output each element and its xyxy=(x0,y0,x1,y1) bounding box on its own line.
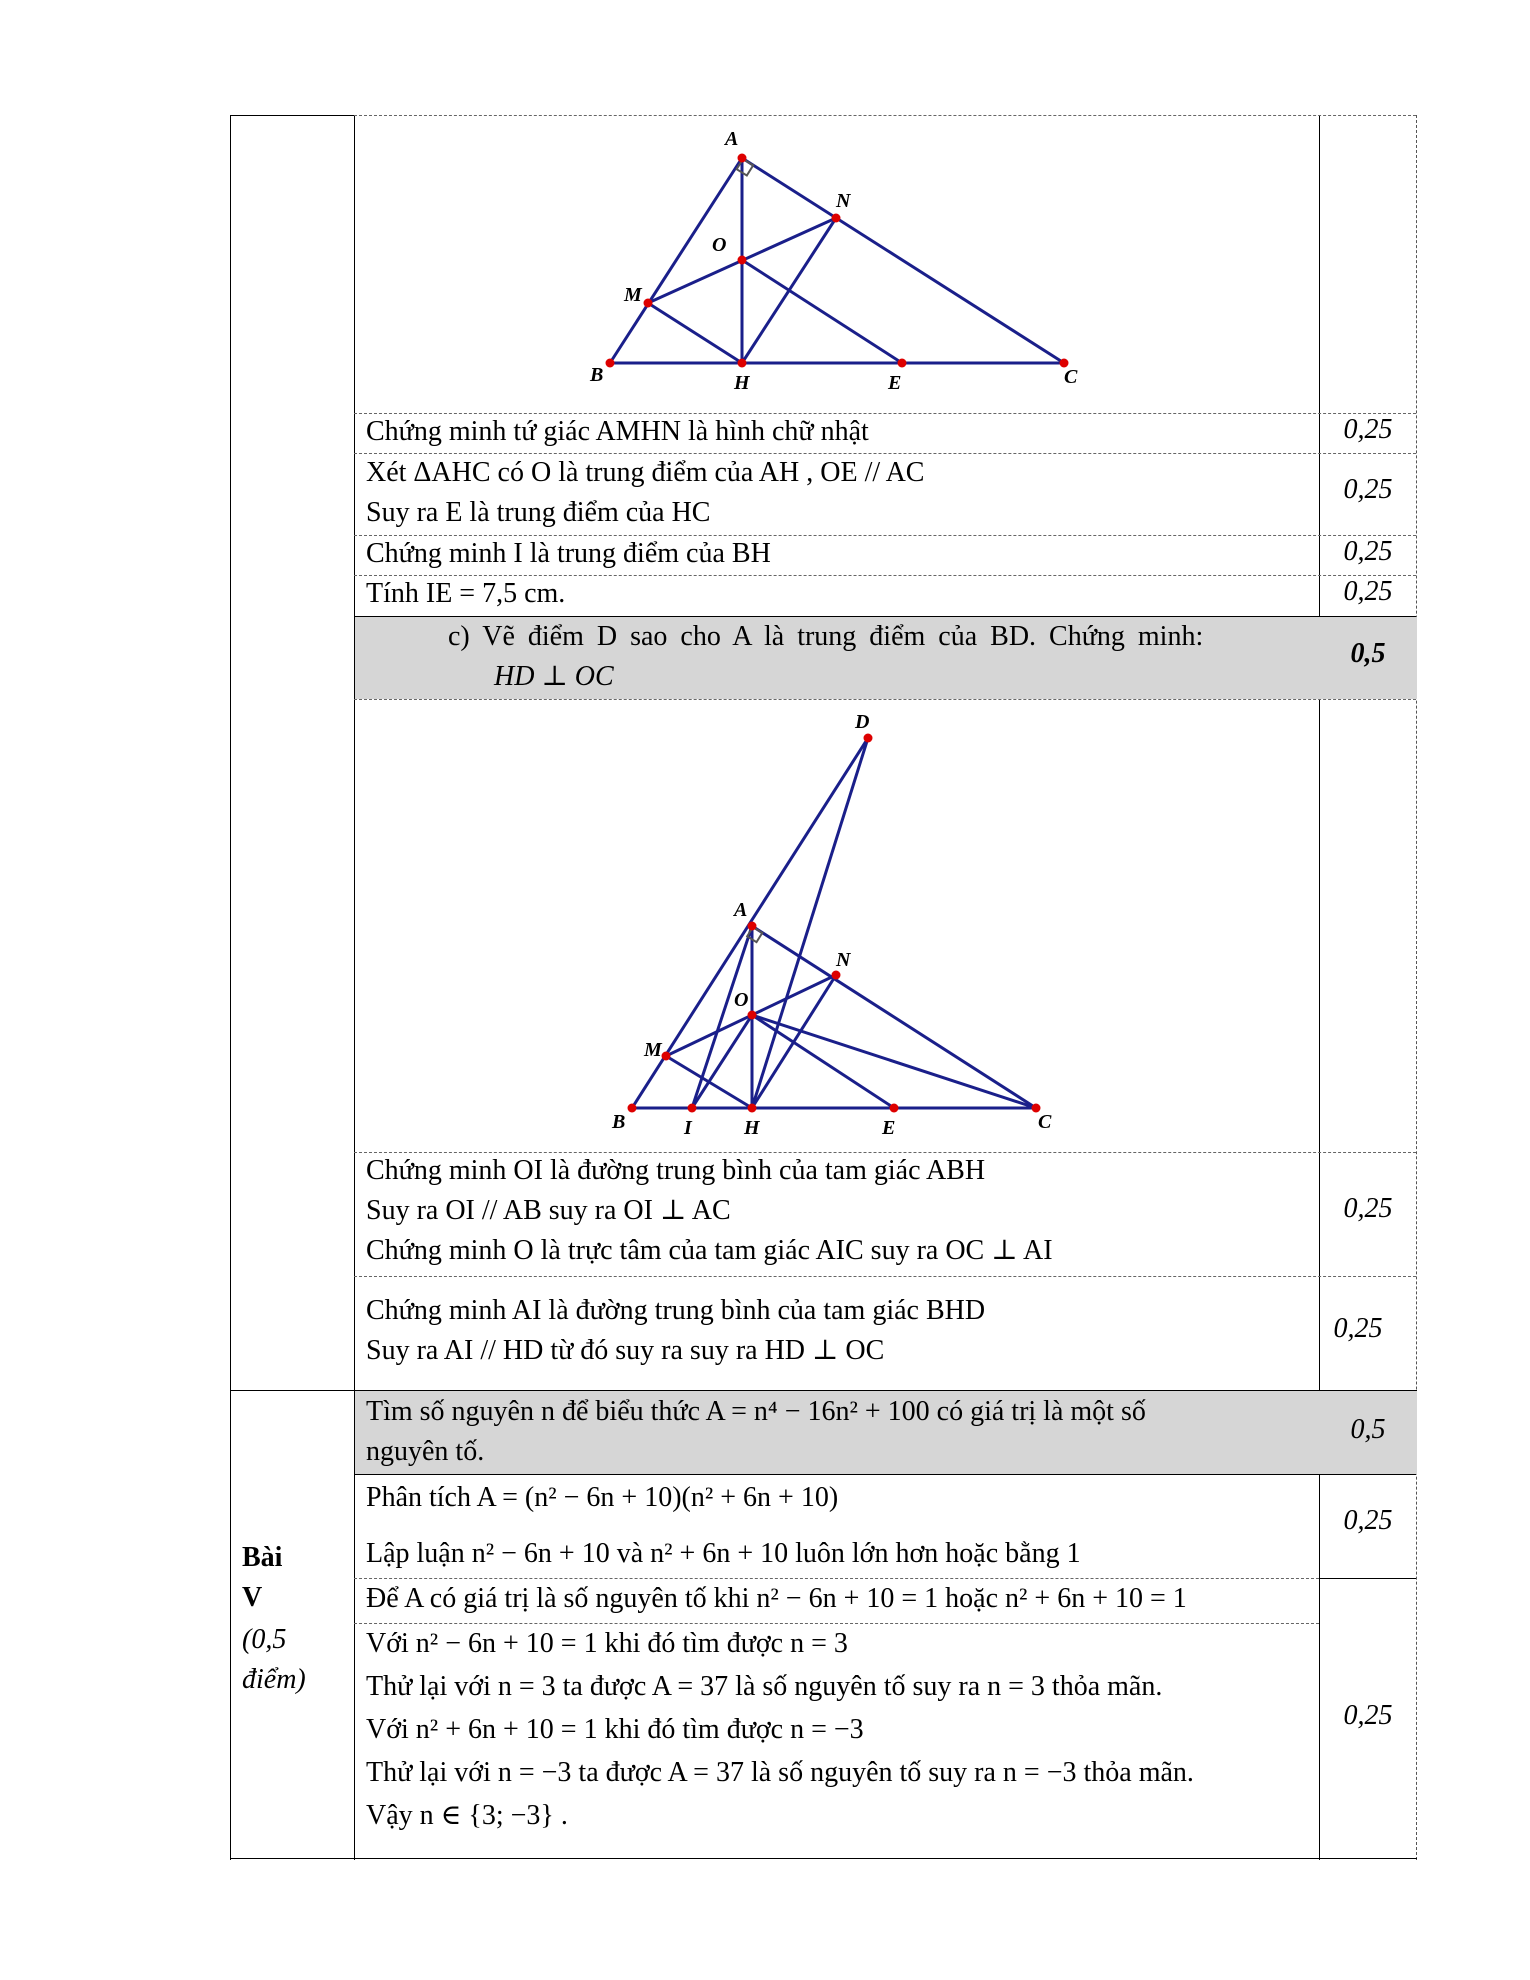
row-b1-text: Chứng minh tứ giác AMHN là hình chữ nhật xyxy=(366,416,869,447)
label-B2: B xyxy=(612,1111,626,1133)
part-c-line2: HD ⊥ OC xyxy=(494,661,614,692)
label-M: M xyxy=(624,284,642,306)
label-E: E xyxy=(888,372,902,394)
bai5-label-line1: Bài xyxy=(242,1542,283,1573)
part-c-score: 0,5 xyxy=(1350,638,1386,669)
row-c1-score: 0,25 xyxy=(1343,1193,1393,1224)
bai5-question-line2: nguyên tố. xyxy=(366,1436,485,1467)
label-C: C xyxy=(1064,366,1078,388)
label-D: D xyxy=(855,711,870,733)
table-bottom-border xyxy=(230,1858,1417,1859)
label-A: A xyxy=(725,128,739,150)
bai5-step2-line5: Thử lại với n = −3 ta được A = 37 là số nguyên tố suy ra n = −3 thỏa mãn. xyxy=(366,1757,1194,1788)
label-H: H xyxy=(734,372,750,394)
part-c-line1: c) Vẽ điểm D sao cho A là trung điểm của BD. Chứng minh: xyxy=(448,621,1204,652)
segment-OC xyxy=(752,1015,1036,1108)
label-N2: N xyxy=(836,949,851,971)
row-b4-text: Tính IE = 7,5 cm. xyxy=(366,578,566,609)
segment-AB xyxy=(610,158,742,363)
row-b2-line2: Suy ra E là trung điểm của HC xyxy=(366,497,711,528)
row-c1-line2: Suy ra OI // AB suy ra OI ⊥ AC xyxy=(366,1195,731,1226)
bai5-step2-line6: Vậy n ∈ {3; −3} . xyxy=(366,1800,568,1831)
bai5-step1-line1: Phân tích A = (n² − 6n + 10)(n² + 6n + 10) xyxy=(366,1482,839,1513)
label-I: I xyxy=(684,1117,692,1139)
row-c2-line1: Chứng minh AI là đường trung bình của tam giác BHD xyxy=(366,1295,986,1326)
label-N: N xyxy=(836,190,851,212)
bai5-label-line2: V xyxy=(242,1582,263,1613)
bai5-step1-score: 0,25 xyxy=(1343,1505,1393,1536)
segment-AC xyxy=(742,158,1064,363)
row-b2-score: 0,25 xyxy=(1343,474,1393,505)
bai5-step2-line4: Với n² + 6n + 10 = 1 khi đó tìm được n = −3 xyxy=(366,1714,864,1745)
table-left-border xyxy=(230,115,231,1860)
bai5-step1-line2: Lập luận n² − 6n + 10 và n² + 6n + 10 luôn lớn hơn hoặc bằng 1 xyxy=(366,1538,1081,1569)
label-C2: C xyxy=(1038,1111,1052,1133)
bai5-points-line1: (0,5 xyxy=(242,1624,287,1655)
label-O: O xyxy=(712,234,727,256)
row-c2-line2: Suy ra AI // HD từ đó suy ra suy ra HD ⊥ OC xyxy=(366,1335,885,1366)
label-O2: O xyxy=(734,989,749,1011)
segment-MH xyxy=(648,303,742,363)
bai5-step2-line1: Để A có giá trị là số nguyên tố khi n² − 6n + 10 = 1 hoặc n² + 6n + 10 = 1 xyxy=(366,1583,1187,1614)
table-right-border xyxy=(1416,115,1417,1860)
segment-AC xyxy=(752,926,1036,1108)
row-b3-text: Chứng minh I là trung điểm của BH xyxy=(366,538,771,569)
label-A2: A xyxy=(734,899,748,921)
row-c1-line3: Chứng minh O là trực tâm của tam giác AIC suy ra OC ⊥ AI xyxy=(366,1235,1053,1266)
bai5-step2-line2: Với n² − 6n + 10 = 1 khi đó tìm được n = 3 xyxy=(366,1628,848,1659)
bai5-step2-score: 0,25 xyxy=(1343,1700,1393,1731)
segment-OE xyxy=(742,260,902,363)
bai5-points-line2: điểm) xyxy=(242,1664,306,1695)
label-H2: H xyxy=(744,1117,760,1139)
bai5-question-line1: Tìm số nguyên n để biểu thức A = n⁴ − 16n² + 100 có giá trị là một số xyxy=(366,1396,1146,1427)
table-col1-border xyxy=(354,115,355,1860)
label-M2: M xyxy=(644,1039,662,1061)
row-c2-score: 0,25 xyxy=(1333,1313,1383,1344)
bai5-step2-line3: Thử lại với n = 3 ta được A = 37 là số nguyên tố suy ra n = 3 thỏa mãn. xyxy=(366,1671,1163,1702)
row-b2-line1: Xét ΔAHC có O là trung điểm của AH , OE // AC xyxy=(366,457,925,488)
figure-triangle-2 xyxy=(600,710,1080,1140)
row-b1-score: 0,25 xyxy=(1343,414,1393,445)
row-c1-line1: Chứng minh OI là đường trung bình của tam giác ABH xyxy=(366,1155,986,1186)
bai5-question-score: 0,5 xyxy=(1350,1414,1386,1445)
segment-OE xyxy=(752,1015,894,1108)
segment-AI xyxy=(692,926,752,1108)
figure-triangle-1 xyxy=(580,125,1100,400)
row-b3-score: 0,25 xyxy=(1343,536,1393,567)
label-B: B xyxy=(590,364,604,386)
table-col2-border xyxy=(1319,115,1320,1860)
label-E2: E xyxy=(882,1117,896,1139)
row-b4-score: 0,25 xyxy=(1343,576,1393,607)
